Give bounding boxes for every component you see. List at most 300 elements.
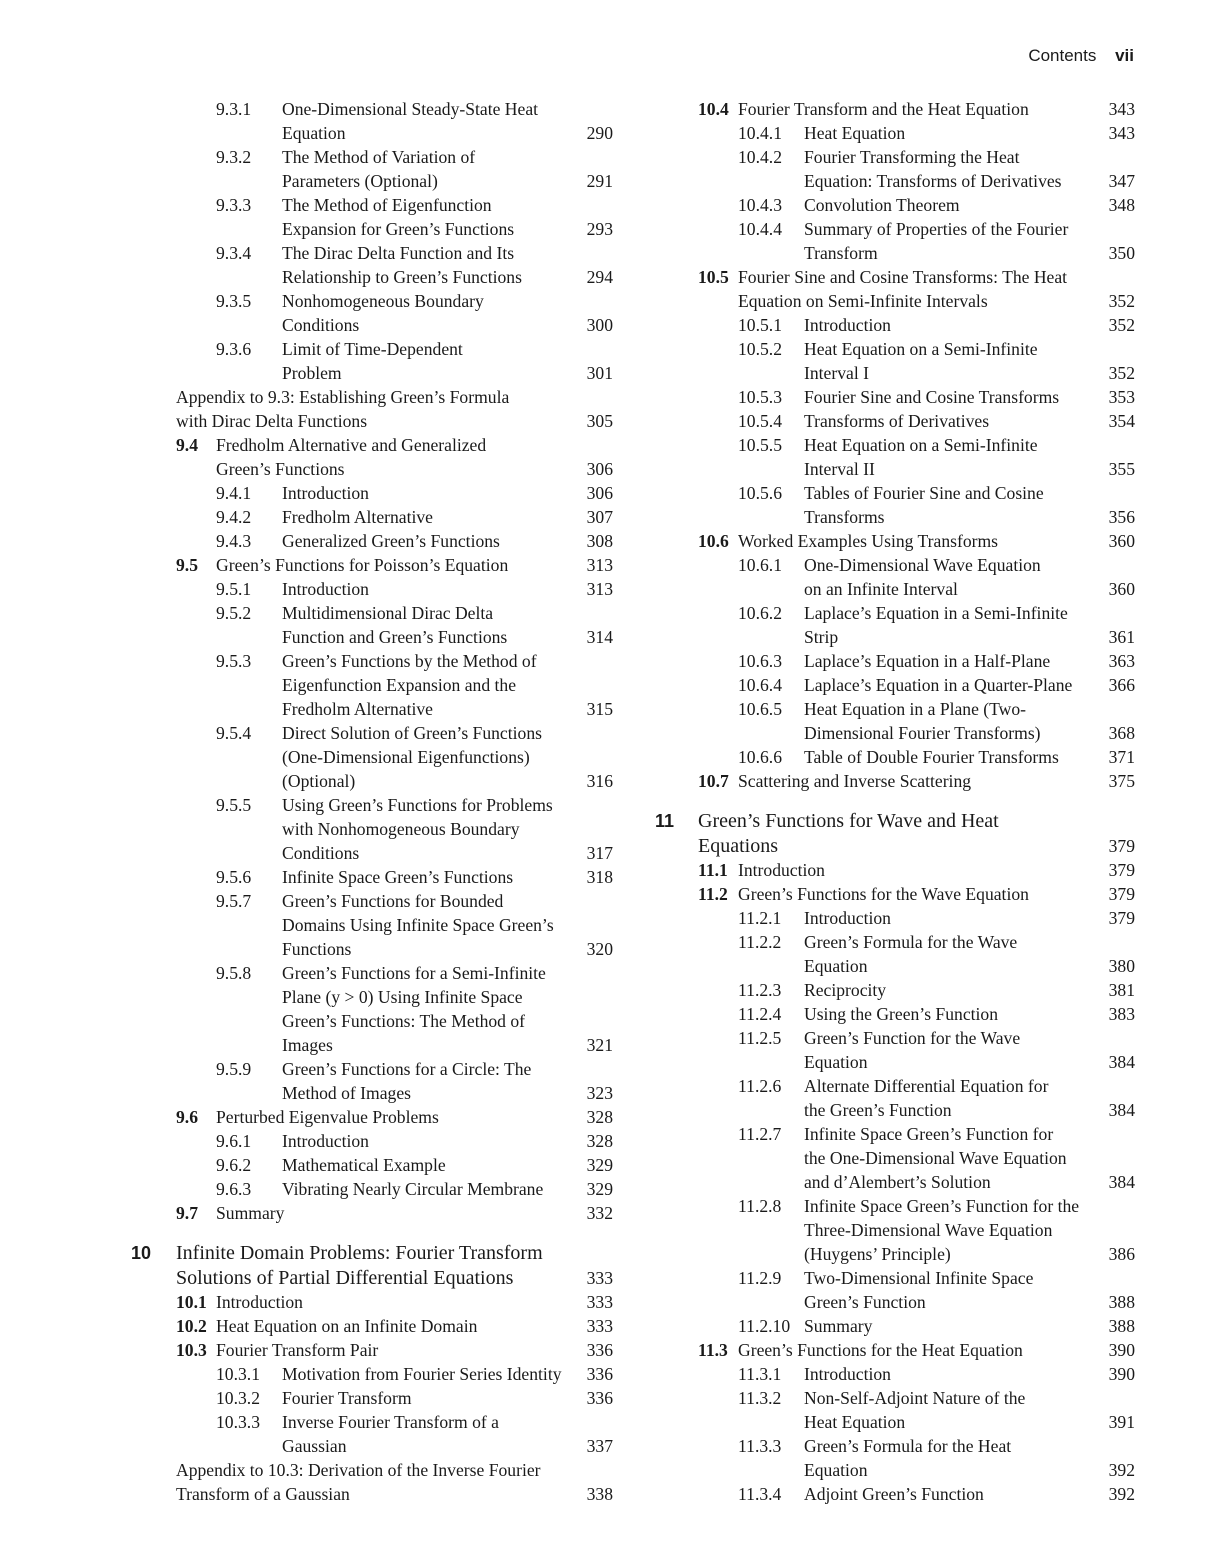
- toc-column-right: [655, 97, 1135, 1506]
- toc-page-number: 336: [586, 1388, 613, 1408]
- toc-entry-line: [655, 505, 1135, 529]
- toc-page-number: 313: [586, 555, 613, 575]
- toc-entry-title: Equation: [804, 956, 868, 976]
- toc-entry-title: Fredholm Alternative: [282, 699, 433, 719]
- toc-entry-line: [655, 809, 1135, 834]
- toc-page-number: 392: [1108, 1484, 1135, 1504]
- toc-entry-line: [655, 1314, 1135, 1338]
- toc-entry: [655, 1194, 1135, 1266]
- toc-entry-title: Problem: [282, 363, 342, 383]
- toc-entry-line: [655, 1122, 1135, 1146]
- subsection-number: 10.5.2: [738, 339, 782, 359]
- toc-entry-title: Adjoint Green’s Function: [804, 1484, 984, 1504]
- toc-entry: [131, 505, 613, 529]
- toc-entry-line: [131, 193, 613, 217]
- toc-entry-line: [655, 145, 1135, 169]
- toc-entry-line: [131, 817, 613, 841]
- toc-entry-title: Interval II: [804, 459, 875, 479]
- toc-entry-title: the One-Dimensional Wave Equation: [804, 1148, 1067, 1168]
- toc-entry: [655, 529, 1135, 553]
- toc-page-number: 356: [1108, 507, 1135, 527]
- toc-entry-title: Laplace’s Equation in a Half-Plane: [804, 651, 1051, 671]
- toc-entry-line: [655, 954, 1135, 978]
- toc-entry-title: Introduction: [804, 908, 891, 928]
- toc-entry-title: Appendix to 9.3: Establishing Green’s Formula: [176, 387, 510, 407]
- subsection-number: 10.4.1: [738, 123, 782, 143]
- toc-entry-line: [655, 121, 1135, 145]
- toc-entry-title: Introduction: [282, 483, 369, 503]
- toc-entry-title: Domains Using Infinite Space Green’s: [282, 915, 554, 935]
- toc-entry-title: with Nonhomogeneous Boundary: [282, 819, 520, 839]
- toc-entry-title: Introduction: [282, 579, 369, 599]
- toc-entry-line: [655, 289, 1135, 313]
- section-number: 10.3: [176, 1340, 207, 1360]
- toc-page-number: 392: [1108, 1460, 1135, 1480]
- section-number: 10.5: [698, 267, 729, 287]
- toc-entry-line: [655, 858, 1135, 882]
- toc-entry-line: [655, 361, 1135, 385]
- toc-entry-line: [131, 1081, 613, 1105]
- toc-page-number: 328: [586, 1131, 613, 1151]
- toc-entry-line: [131, 1314, 613, 1338]
- toc-entry-title: Alternate Differential Equation for: [804, 1076, 1049, 1096]
- toc-entry-line: [655, 1098, 1135, 1122]
- toc-entry-title: Fourier Sine and Cosine Transforms: [804, 387, 1060, 407]
- toc-entry-line: [131, 577, 613, 601]
- toc-entry-line: [131, 697, 613, 721]
- toc-entry-line: [131, 601, 613, 625]
- toc-entry-title: Transforms of Derivatives: [804, 411, 990, 431]
- toc-entry-title: Plane (y > 0) Using Infinite Space: [282, 987, 523, 1007]
- subsection-number: 11.2.1: [738, 908, 782, 928]
- toc-page-number: 291: [586, 171, 613, 191]
- subsection-number: 10.4.3: [738, 195, 782, 215]
- toc-entry: [131, 961, 613, 1057]
- toc-entry-title: Direct Solution of Green’s Functions: [282, 723, 542, 743]
- toc-entry-line: [655, 1410, 1135, 1434]
- toc-entry: [655, 882, 1135, 906]
- toc-entry-title: Using the Green’s Function: [804, 1004, 998, 1024]
- subsection-number: 9.3.3: [216, 195, 252, 215]
- toc-entry: [655, 1002, 1135, 1026]
- toc-entry-title: (Optional): [282, 771, 356, 791]
- toc-entry-line: [655, 217, 1135, 241]
- toc-entry-title: Fourier Transform and the Heat Equation: [738, 99, 1029, 119]
- toc-page-number: 355: [1108, 459, 1135, 479]
- toc-page-number: 300: [586, 315, 613, 335]
- toc-entry-line: [655, 409, 1135, 433]
- toc-entry-title: Fredholm Alternative and Generalized: [216, 435, 487, 455]
- toc-entry: [655, 265, 1135, 313]
- toc-entry-line: [131, 961, 613, 985]
- toc-entry: [131, 1201, 613, 1225]
- toc-entry: [655, 121, 1135, 145]
- toc-entry-title: Multidimensional Dirac Delta: [282, 603, 494, 623]
- toc-entry-title: Functions: [282, 939, 352, 959]
- toc-entry-title: The Method of Variation of: [282, 147, 476, 167]
- toc-entry-title: Solutions of Partial Differential Equations: [176, 1266, 514, 1289]
- toc-entry-line: [131, 289, 613, 313]
- toc-entry-line: [131, 649, 613, 673]
- toc-entry-line: [655, 1266, 1135, 1290]
- toc-entry: [131, 145, 613, 193]
- toc-page-number: 384: [1108, 1052, 1135, 1072]
- toc-entry: [655, 409, 1135, 433]
- toc-entry-title: Fourier Transform Pair: [216, 1340, 379, 1360]
- toc-entry-title: Infinite Space Green’s Function for the: [804, 1196, 1080, 1216]
- toc-page-number: 390: [1108, 1340, 1135, 1360]
- toc-entry-line: [131, 217, 613, 241]
- toc-entry-title: Tables of Fourier Sine and Cosine: [804, 483, 1044, 503]
- toc-page-number: 384: [1108, 1100, 1135, 1120]
- chapter-number: 11: [655, 811, 675, 831]
- section-number: 10.4: [698, 99, 729, 119]
- toc-entry-title: Interval I: [804, 363, 869, 383]
- toc-page-number: 316: [586, 771, 613, 791]
- toc-entry-line: [131, 1129, 613, 1153]
- toc-entry: [655, 673, 1135, 697]
- toc-entry-line: [655, 1386, 1135, 1410]
- subsection-number: 10.3.3: [216, 1412, 260, 1432]
- toc-page-number: 343: [1108, 99, 1135, 119]
- toc-column-left: [131, 97, 613, 1506]
- toc-entry-line: [131, 625, 613, 649]
- toc-entry-line: [131, 889, 613, 913]
- toc-entry-line: [655, 265, 1135, 289]
- toc-page-number: 366: [1108, 675, 1135, 695]
- toc-entry-line: [131, 169, 613, 193]
- toc-entry-title: Infinite Domain Problems: Fourier Transform: [176, 1242, 543, 1264]
- toc-page-number: 352: [1108, 363, 1135, 383]
- toc-page-number: 290: [586, 123, 613, 143]
- toc-page-number: 390: [1108, 1364, 1135, 1384]
- toc-entry-line: [131, 457, 613, 481]
- toc-entry-title: Relationship to Green’s Functions: [282, 267, 522, 287]
- toc-entry-title: Worked Examples Using Transforms: [738, 531, 999, 551]
- toc-entry-title: Laplace’s Equation in a Quarter-Plane: [804, 675, 1073, 695]
- toc-page-number: 371: [1108, 747, 1135, 767]
- toc-entry: [655, 1266, 1135, 1314]
- toc-entry-line: [131, 553, 613, 577]
- toc-entry-title: Fredholm Alternative: [282, 507, 433, 527]
- subsection-number: 9.6.2: [216, 1155, 252, 1175]
- subsection-number: 9.4.3: [216, 531, 252, 551]
- toc-entry-line: [655, 193, 1135, 217]
- toc-entry-line: [655, 834, 1135, 859]
- toc-entry: [655, 906, 1135, 930]
- toc-page-number: 323: [586, 1083, 613, 1103]
- toc-entry-title: Green’s Functions for Bounded: [282, 891, 504, 911]
- toc-chapter-entry: [131, 1241, 613, 1290]
- subsection-number: 10.6.2: [738, 603, 782, 623]
- toc-page-number: 336: [586, 1340, 613, 1360]
- toc-entry-title: Strip: [804, 627, 839, 647]
- section-number: 10.1: [176, 1292, 207, 1312]
- toc-entry-line: [655, 649, 1135, 673]
- toc-entry-title: Parameters (Optional): [282, 171, 438, 191]
- subsection-number: 10.6.4: [738, 675, 782, 695]
- toc-entry-title: Conditions: [282, 315, 360, 335]
- toc-entry-title: Heat Equation: [804, 1412, 906, 1432]
- toc-page-number: 388: [1108, 1292, 1135, 1312]
- running-header: [1028, 46, 1134, 66]
- toc-page-number: 305: [586, 411, 613, 431]
- toc-entry-title: Reciprocity: [804, 980, 887, 1000]
- toc-entry-line: [131, 529, 613, 553]
- subsection-number: 10.6.1: [738, 555, 782, 575]
- toc-page-number: 386: [1108, 1244, 1135, 1264]
- toc-entry-line: [655, 169, 1135, 193]
- toc-entry: [655, 337, 1135, 385]
- toc-entry: [131, 1057, 613, 1105]
- toc-entry-title: One-Dimensional Steady-State Heat: [282, 99, 539, 119]
- subsection-number: 10.5.5: [738, 435, 782, 455]
- toc-entry-title: The Method of Eigenfunction: [282, 195, 492, 215]
- toc-entry-title: Conditions: [282, 843, 360, 863]
- toc-entry-line: [131, 937, 613, 961]
- toc-entry-line: [655, 553, 1135, 577]
- toc-entry-title: Introduction: [282, 1131, 369, 1151]
- toc-page-number: 321: [586, 1035, 613, 1055]
- toc-entry-title: Eigenfunction Expansion and the: [282, 675, 517, 695]
- subsection-number: 11.2.6: [738, 1076, 782, 1096]
- toc-entry-line: [655, 481, 1135, 505]
- toc-entry: [655, 601, 1135, 649]
- subsection-number: 9.4.2: [216, 507, 252, 527]
- subsection-number: 9.5.6: [216, 867, 252, 887]
- toc-page-number: 375: [1108, 771, 1135, 791]
- toc-entry: [655, 313, 1135, 337]
- toc-page-number: 379: [1108, 908, 1135, 928]
- toc-page-number: 315: [586, 699, 613, 719]
- toc-page-number: 379: [1108, 835, 1135, 856]
- toc-entry-title: Non-Self-Adjoint Nature of the: [804, 1388, 1026, 1408]
- toc-entry-title: Vibrating Nearly Circular Membrane: [282, 1179, 544, 1199]
- toc-entry-line: [131, 337, 613, 361]
- subsection-number: 10.5.4: [738, 411, 782, 431]
- section-number: 10.7: [698, 771, 729, 791]
- toc-entry-line: [131, 865, 613, 889]
- subsection-number: 11.3.4: [738, 1484, 782, 1504]
- toc-entry-line: [131, 265, 613, 289]
- toc-appendix-entry: [131, 1458, 613, 1506]
- toc-entry: [131, 1153, 613, 1177]
- toc-entry: [131, 865, 613, 889]
- subsection-number: 9.4.1: [216, 483, 252, 503]
- toc-page-number: 308: [586, 531, 613, 551]
- subsection-number: 10.5.6: [738, 483, 782, 503]
- toc-page-number: 307: [586, 507, 613, 527]
- toc-entry-line: [655, 577, 1135, 601]
- subsection-number: 9.3.5: [216, 291, 252, 311]
- subsection-number: 10.4.2: [738, 147, 782, 167]
- toc-page-number: 384: [1108, 1172, 1135, 1192]
- toc-entry-title: Convolution Theorem: [804, 195, 960, 215]
- toc-page-number: 294: [586, 267, 613, 287]
- toc-entry-line: [655, 1074, 1135, 1098]
- toc-entry-title: Gaussian: [282, 1436, 347, 1456]
- toc-entry-title: Green’s Functions: [216, 459, 345, 479]
- toc-page-number: 360: [1108, 579, 1135, 599]
- toc-entry-line: [131, 1266, 613, 1291]
- toc-entry-title: Mathematical Example: [282, 1155, 446, 1175]
- toc-entry-title: Infinite Space Green’s Function for: [804, 1124, 1054, 1144]
- toc-entry-title: Green’s Functions for a Semi-Infinite: [282, 963, 546, 983]
- toc-entry-line: [655, 1458, 1135, 1482]
- toc-entry-title: Scattering and Inverse Scattering: [738, 771, 972, 791]
- toc-entry-title: One-Dimensional Wave Equation: [804, 555, 1041, 575]
- toc-entry: [655, 769, 1135, 793]
- toc-entry-line: [655, 1242, 1135, 1266]
- toc-entry-title: Transforms: [804, 507, 885, 527]
- toc-entry: [655, 858, 1135, 882]
- toc-page-number: 338: [586, 1484, 613, 1504]
- toc-entry-line: [655, 1050, 1135, 1074]
- subsection-number: 10.6.3: [738, 651, 782, 671]
- toc-page-number: 329: [586, 1155, 613, 1175]
- toc-entry-title: Fourier Transform: [282, 1388, 412, 1408]
- toc-entry: [655, 1434, 1135, 1482]
- toc-entry-line: [655, 457, 1135, 481]
- toc-page-number: 368: [1108, 723, 1135, 743]
- toc-page-number: 313: [586, 579, 613, 599]
- toc-entry: [131, 649, 613, 721]
- subsection-number: 11.3.2: [738, 1388, 782, 1408]
- toc-entry-line: [131, 409, 613, 433]
- section-number: 9.4: [176, 435, 198, 455]
- toc-entry-title: Inverse Fourier Transform of a: [282, 1412, 499, 1432]
- toc-entry-line: [131, 1434, 613, 1458]
- toc-page-number: 336: [586, 1364, 613, 1384]
- toc-entry-title: Infinite Space Green’s Functions: [282, 867, 514, 887]
- toc-entry: [655, 930, 1135, 978]
- toc-page-number: 353: [1108, 387, 1135, 407]
- section-number: 10.6: [698, 531, 729, 551]
- toc-page-number: 320: [586, 939, 613, 959]
- subsection-number: 11.2.8: [738, 1196, 782, 1216]
- toc-entry-line: [655, 882, 1135, 906]
- toc-entry-line: [131, 1386, 613, 1410]
- toc-page-number: 314: [586, 627, 613, 647]
- subsection-number: 11.3.1: [738, 1364, 782, 1384]
- toc-entry-title: Transform: [804, 243, 878, 263]
- section-number: 9.5: [176, 555, 198, 575]
- toc-entry-line: [655, 1290, 1135, 1314]
- toc-entry-line: [131, 433, 613, 457]
- toc-entry-line: [131, 1033, 613, 1057]
- subsection-number: 11.2.3: [738, 980, 782, 1000]
- toc-entry-line: [655, 1482, 1135, 1506]
- toc-page-number: 391: [1108, 1412, 1135, 1432]
- toc-entry: [655, 385, 1135, 409]
- toc-entry-title: Green’s Formula for the Heat: [804, 1436, 1012, 1456]
- toc-entry: [131, 481, 613, 505]
- toc-entry-title: Summary: [804, 1316, 873, 1336]
- toc-entry: [131, 1386, 613, 1410]
- toc-entry: [655, 978, 1135, 1002]
- toc-entry: [131, 193, 613, 241]
- toc-entry-title: Limit of Time-Dependent: [282, 339, 463, 359]
- toc-entry-line: [655, 433, 1135, 457]
- toc-entry: [655, 193, 1135, 217]
- toc-entry: [131, 601, 613, 649]
- toc-entry: [131, 577, 613, 601]
- toc-page-number: 317: [586, 843, 613, 863]
- toc-entry: [131, 793, 613, 865]
- toc-entry-title: Three-Dimensional Wave Equation: [804, 1220, 1053, 1240]
- toc-entry-line: [131, 361, 613, 385]
- toc-entry-line: [655, 697, 1135, 721]
- toc-entry-line: [131, 1009, 613, 1033]
- toc-entry-line: [655, 97, 1135, 121]
- toc-entry-line: [655, 337, 1135, 361]
- toc-entry: [655, 1338, 1135, 1362]
- toc-entry: [655, 481, 1135, 529]
- subsection-number: 10.3.2: [216, 1388, 260, 1408]
- toc-page-number: 360: [1108, 531, 1135, 551]
- toc-entry-title: Appendix to 10.3: Derivation of the Inverse Fourier: [176, 1460, 541, 1480]
- toc-entry-title: Function and Green’s Functions: [282, 627, 508, 647]
- subsection-number: 10.3.1: [216, 1364, 260, 1384]
- toc-entry-line: [655, 906, 1135, 930]
- toc-entry-line: [131, 385, 613, 409]
- toc-page-number: 348: [1108, 195, 1135, 215]
- subsection-number: 11.2.4: [738, 1004, 782, 1024]
- toc-page-number: 354: [1108, 411, 1135, 431]
- toc-entry-title: Equation on Semi-Infinite Intervals: [738, 291, 988, 311]
- toc-entry: [131, 529, 613, 553]
- toc-entry-line: [131, 841, 613, 865]
- toc-page-number: 333: [586, 1292, 613, 1312]
- toc-entry-line: [655, 1218, 1135, 1242]
- toc-entry: [131, 553, 613, 577]
- toc-entry-line: [131, 145, 613, 169]
- toc-entry-title: Heat Equation on an Infinite Domain: [216, 1316, 478, 1336]
- toc-entry-line: [131, 1362, 613, 1386]
- toc-page-number: 306: [586, 483, 613, 503]
- toc-page-number: 333: [586, 1316, 613, 1336]
- toc-page-number: 352: [1108, 315, 1135, 335]
- toc-entry-line: [131, 1290, 613, 1314]
- toc-entry-title: Using Green’s Functions for Problems: [282, 795, 553, 815]
- toc-entry-line: [131, 1057, 613, 1081]
- toc-page-number: 306: [586, 459, 613, 479]
- header-page-number: vii: [1115, 46, 1134, 65]
- toc-entry-line: [131, 673, 613, 697]
- section-number: 10.2: [176, 1316, 207, 1336]
- toc-entry-title: Green’s Functions: The Method of: [282, 1011, 526, 1031]
- toc-entry-title: the Green’s Function: [804, 1100, 952, 1120]
- toc-entry: [131, 889, 613, 961]
- toc-entry-line: [655, 385, 1135, 409]
- toc-entry-line: [131, 1410, 613, 1434]
- toc-entry-title: Generalized Green’s Functions: [282, 531, 500, 551]
- toc-page-number: 293: [586, 219, 613, 239]
- toc-entry-line: [655, 529, 1135, 553]
- toc-entry: [655, 1074, 1135, 1122]
- toc-entry-title: Transform of a Gaussian: [176, 1484, 350, 1504]
- toc-entry-line: [131, 1241, 613, 1266]
- toc-entry-line: [131, 1105, 613, 1129]
- toc-entry: [131, 1410, 613, 1458]
- toc-chapter-entry: [655, 809, 1135, 858]
- toc-entry-title: Heat Equation on a Semi-Infinite: [804, 435, 1038, 455]
- toc-entry-line: [131, 481, 613, 505]
- toc-entry: [655, 433, 1135, 481]
- toc-entry: [131, 337, 613, 385]
- toc-entry-title: Green’s Formula for the Wave: [804, 932, 1018, 952]
- toc-page-number: 337: [586, 1436, 613, 1456]
